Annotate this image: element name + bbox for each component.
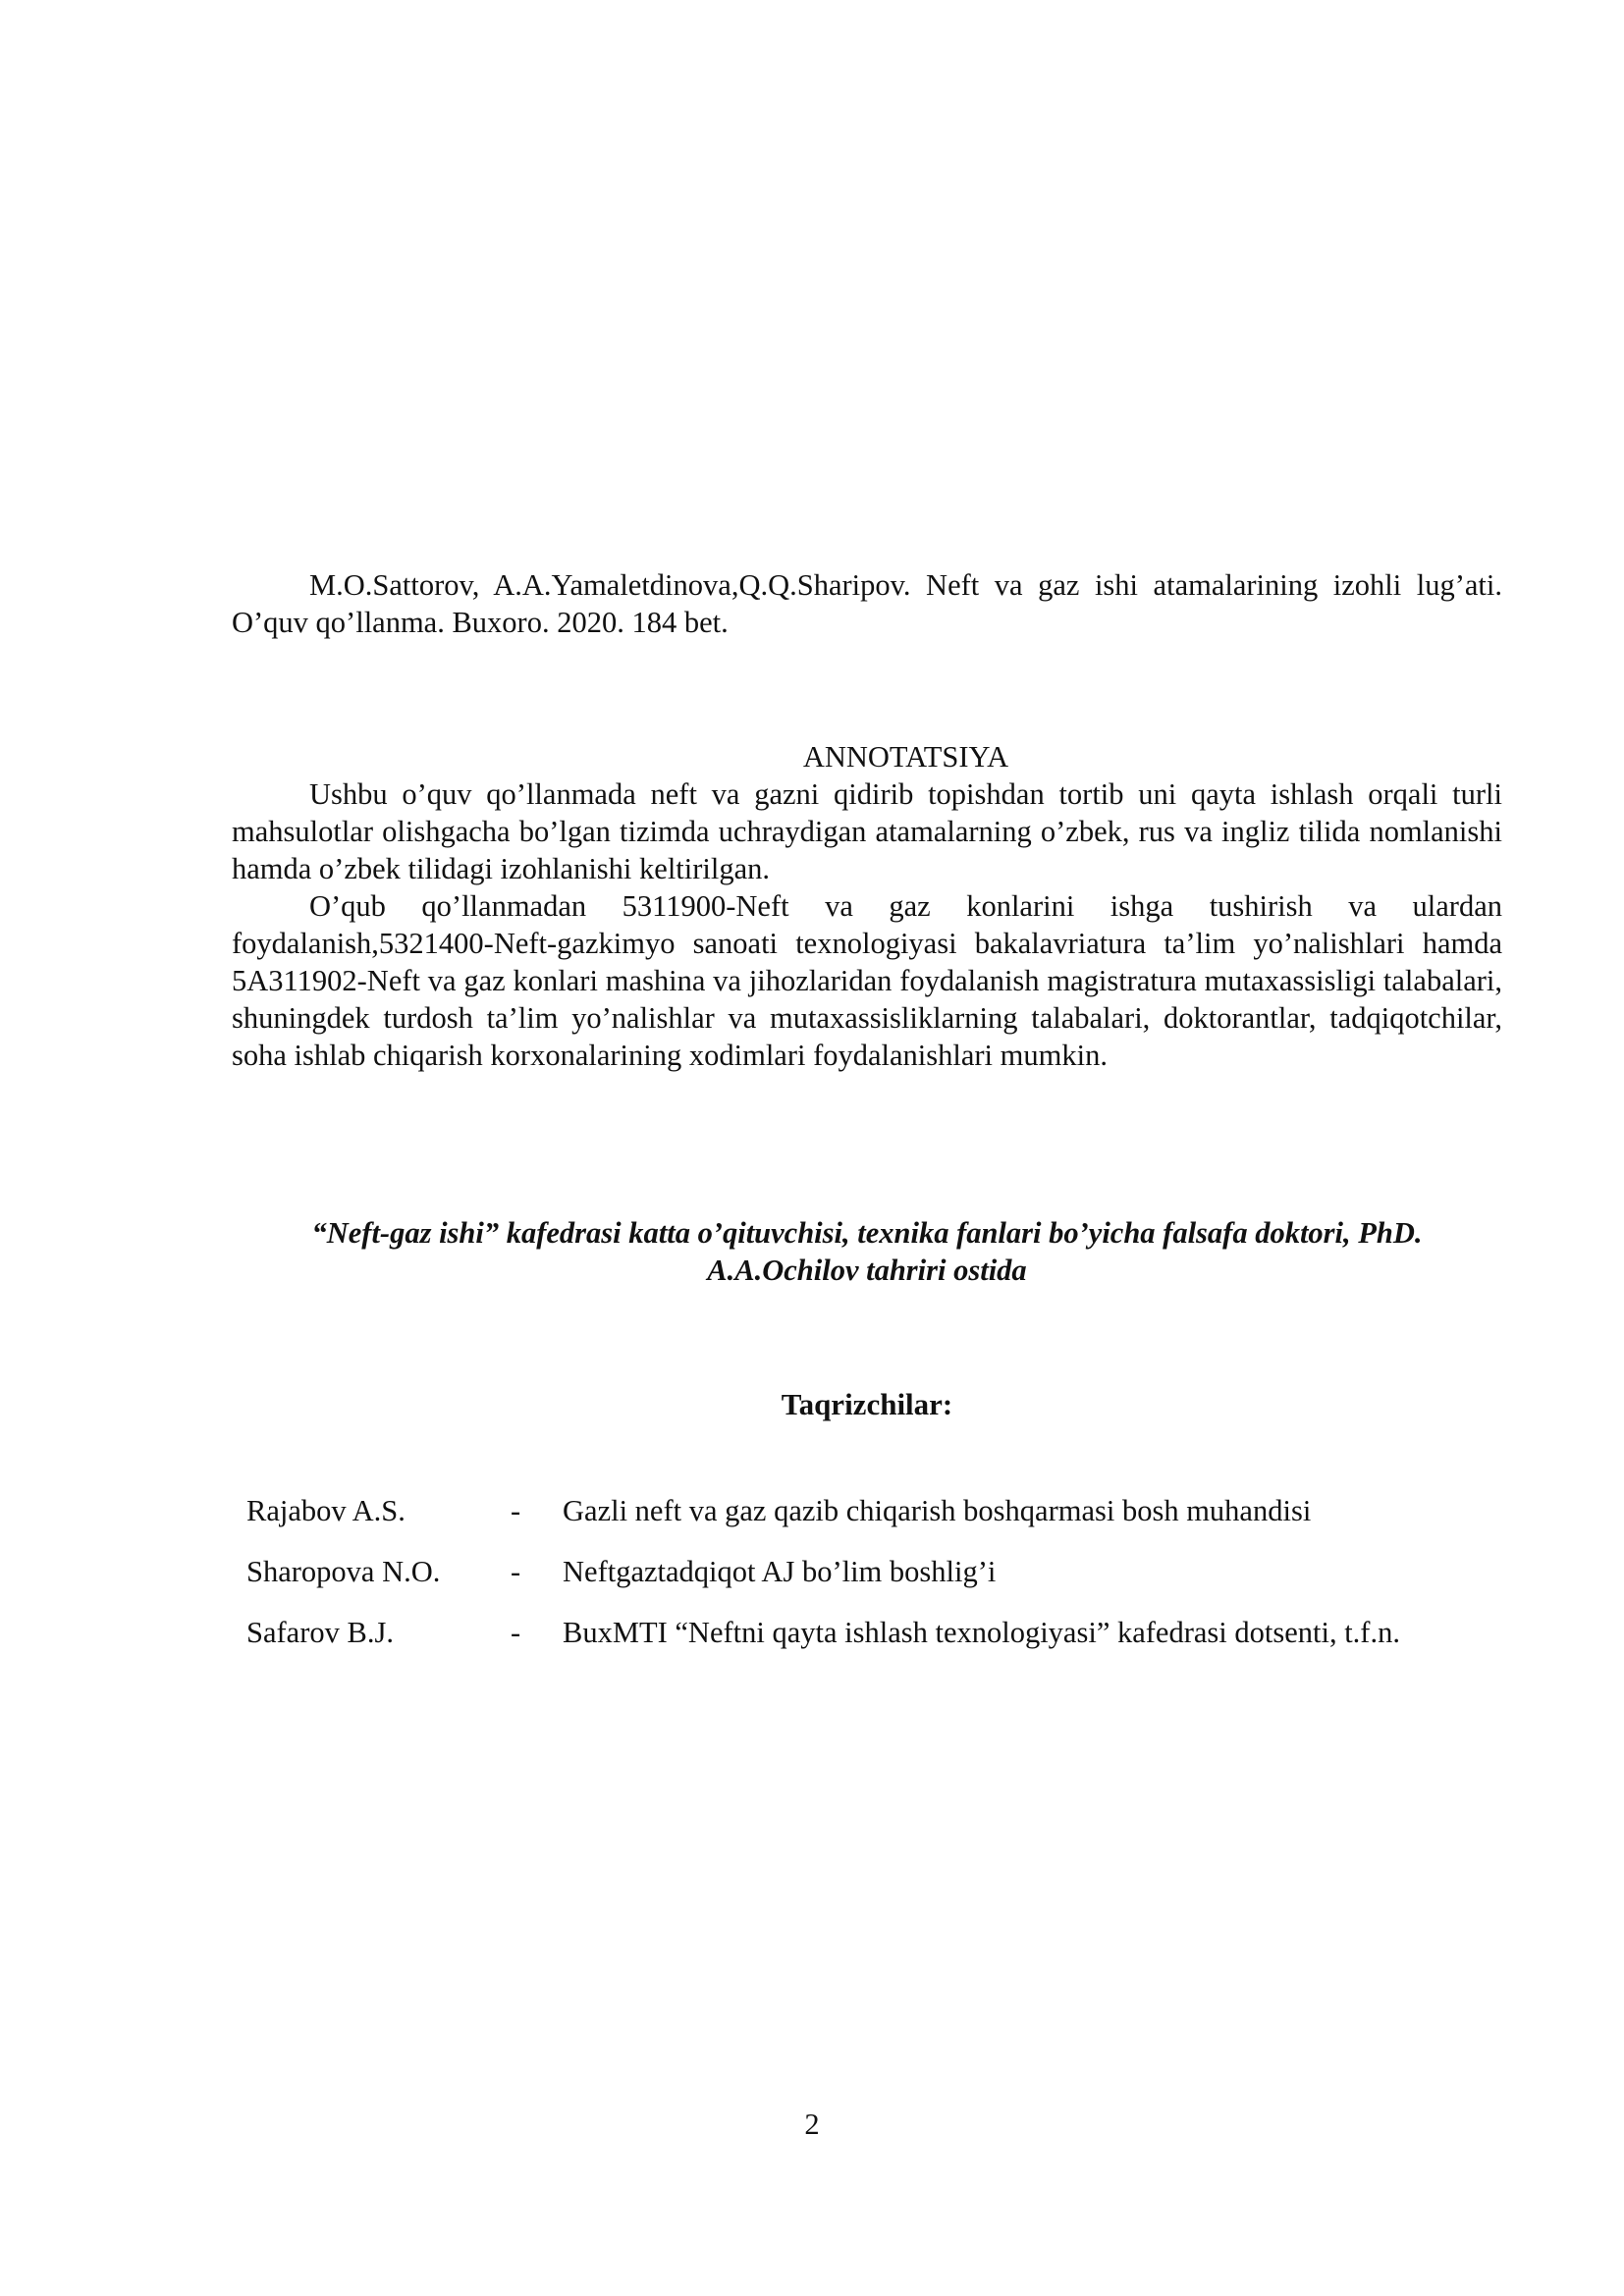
reviewer-description: Neftgaztadqiqot AJ bo’lim boshlig’i xyxy=(563,1555,997,1588)
reviewers-heading: Taqrizchilar: xyxy=(781,1387,953,1421)
reviewer-dash: - xyxy=(511,1494,521,1527)
reviewer-name: Sharopova N.O. xyxy=(246,1555,441,1588)
reviewer-description: Gazli neft va gaz qazib chiqarish boshqarmasi bosh muhandisi xyxy=(563,1494,1312,1527)
editor-line-2: A.A.Ochilov tahriri ostida xyxy=(707,1254,1027,1287)
reviewer-dash: - xyxy=(511,1555,521,1588)
editor-line-1: “Neft-gaz ishi” kafedrasi katta o’qituvchisi, texnika fanlari bo’yicha falsafa doktori, PhD. xyxy=(311,1216,1423,1250)
annotation-paragraph-2: O’qub qo’llanmadan 5311900-Neft va gaz konlarini ishga tushirish va ulardan foydalanish,5321400-Neft-gazkimyo sanoati texnologiyasi bakalavriatura ta’lim yo’nalishlari hamda 5A311902-Neft va gaz konlari mashina va jihozlaridan foydalanish magistratura mutaxassisligi talabalari, shuningdek turdosh ta’lim yo’nalishlar va mutaxassisliklarning talabalari, doktorantlar, tadqiqotchilar, soha ishlab chiqarish korxonalarining xodimlari foydalanishlari mumkin. xyxy=(232,889,1502,1072)
annotation-title: ANNOTATSIYA xyxy=(802,740,1009,774)
reviewer-description: BuxMTI “Neftni qayta ishlash texnologiyasi” kafedrasi dotsenti, t.f.n. xyxy=(563,1616,1400,1649)
reviewer-name: Safarov B.J. xyxy=(246,1616,394,1649)
bibliographic-citation: M.O.Sattorov, A.A.Yamaletdinova,Q.Q.Sharipov. Neft va gaz ishi atamalarining izohli lug’ati. O’quv qo’llanma. Buxoro. 2020. 184 bet. xyxy=(232,568,1502,639)
reviewer-row xyxy=(246,1492,1523,1553)
editor-note xyxy=(232,1214,1502,1289)
reviewer-dash: - xyxy=(511,1616,521,1649)
reviewers-list xyxy=(246,1492,1523,1675)
reviewer-row xyxy=(246,1614,1523,1675)
page-number: 2 xyxy=(804,2108,820,2141)
annotation-paragraph-1: Ushbu o’quv qo’llanmada neft va gazni qidirib topishdan tortib uni qayta ishlash orqali turli mahsulotlar olishgacha bo’lgan tizimda uchraydigan atamalarning o’zbek, rus va ingliz tilida nomlanishi hamda o’zbek tilidagi izohlanishi keltirilgan. xyxy=(232,777,1502,885)
reviewer-row xyxy=(246,1553,1523,1614)
reviewer-name: Rajabov A.S. xyxy=(246,1494,406,1527)
